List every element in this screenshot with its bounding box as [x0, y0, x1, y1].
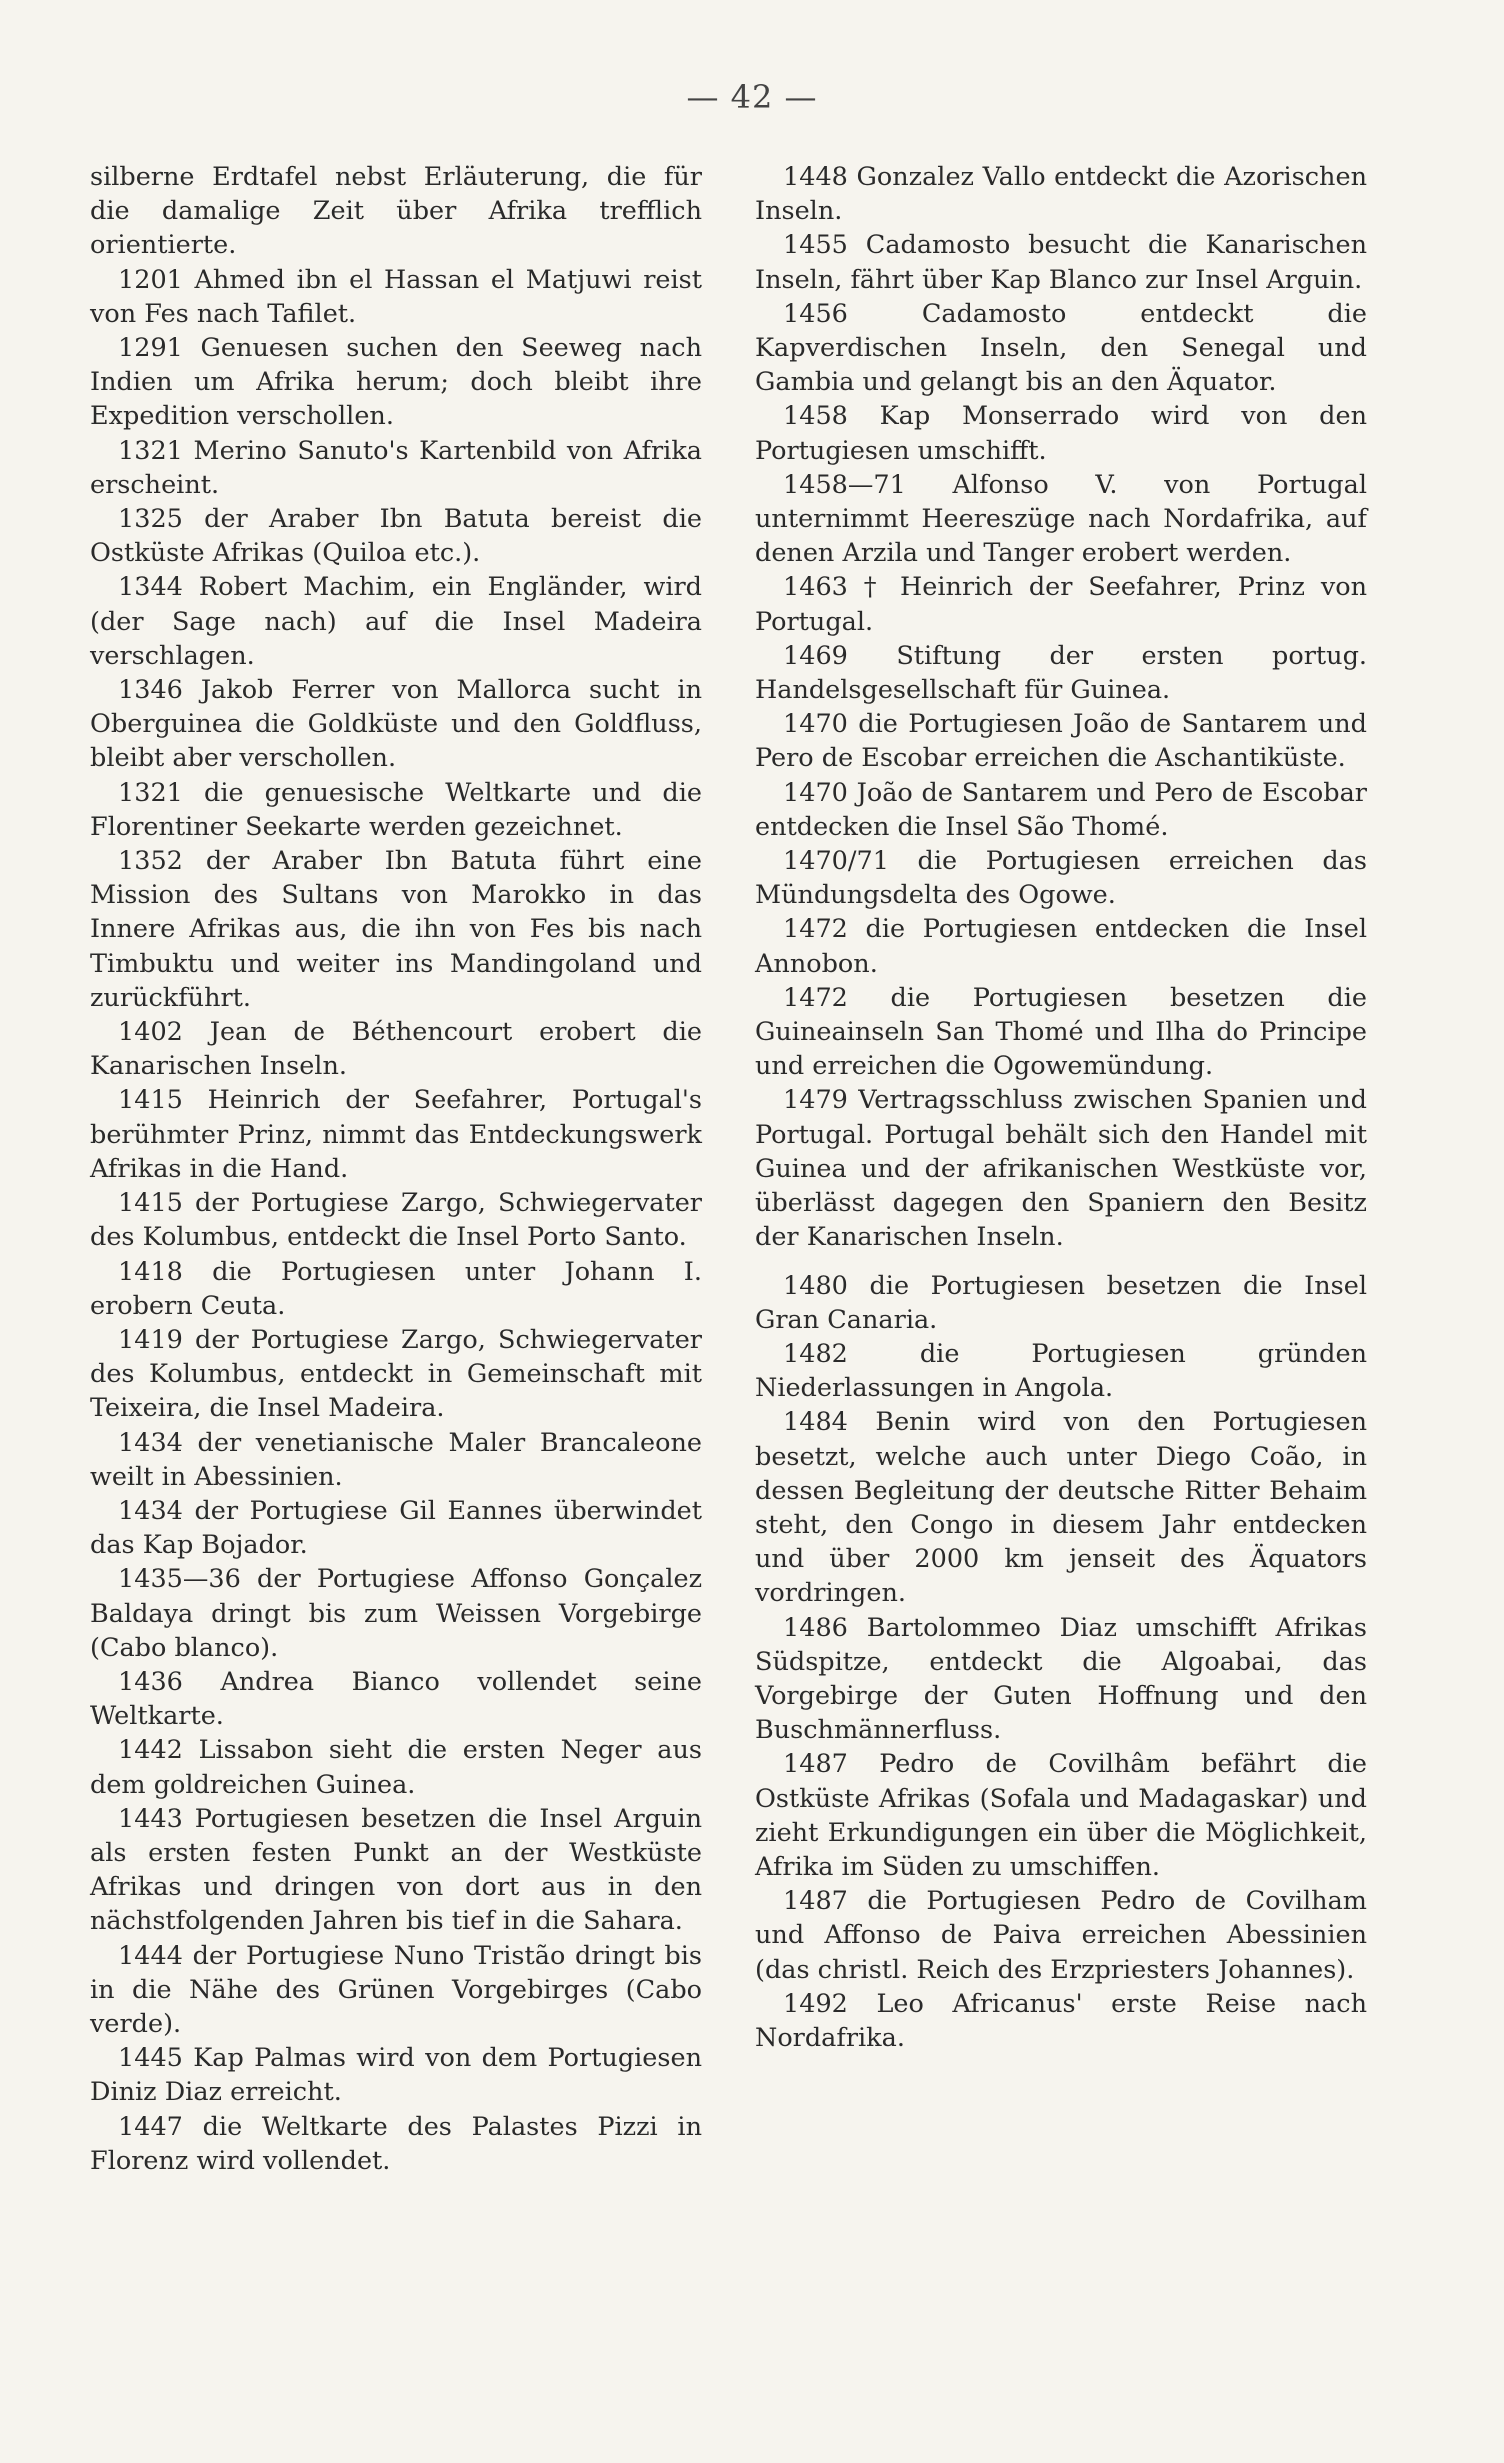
chronology-entry: 1472 die Portugiesen besetzen die Guineainseln San Thomé und Ilha do Principe und erreichen die Ogowemündung. — [755, 982, 1367, 1082]
chronology-entry: 1487 die Portugiesen Pedro de Covilham und Affonso de Paiva erreichen Abessinien (das christl. Reich des Erzpriesters Johannes). — [755, 1886, 1367, 1985]
chronology-entry: 1470/71 die Portugiesen erreichen das Mündungsdelta des Ogowe. — [755, 846, 1367, 911]
chronology-entry: 1455 Cadamosto besucht die Kanarischen Inseln, fährt über Kap Blanco zur Insel Arguin. — [755, 230, 1367, 295]
chronology-entry: 1456 Cadamosto entdeckt die Kapverdischen Inseln, den Senegal und Gambia und gelangt bis an den Äquator. — [755, 298, 1367, 398]
chronology-entry: 1492 Leo Africanus' erste Reise nach Nordafrika. — [755, 1988, 1367, 2053]
chronology-entry: 1325 der Araber Ibn Batuta bereist die Ostküste Afrikas (Quiloa etc.). — [90, 504, 702, 569]
chronology-entry: 1434 der venetianische Maler Brancaleone weilt in Abessinien. — [90, 1427, 702, 1492]
left-column — [90, 160, 702, 2178]
chronology-entry: 1447 die Weltkarte des Palastes Pizzi in Florenz wird vollendet. — [90, 2111, 702, 2176]
chronology-entry: 1346 Jakob Ferrer von Mallorca sucht in Oberguinea die Goldküste und den Goldfluss, bleibt aber verschollen. — [90, 675, 702, 774]
chronology-entry: 1482 die Portugiesen gründen Niederlassungen in Angola. — [755, 1338, 1367, 1404]
chronology-entry: 1291 Genuesen suchen den Seeweg nach Indien um Afrika herum; doch bleibt ihre Expedition verschollen. — [90, 333, 702, 432]
chronology-entry: 1443 Portugiesen besetzen die Insel Arguin als ersten festen Punkt an der Westküste Afrikas und dringen von dort aus in den nächstfolgenden Jahren bis tief in die Sahara. — [90, 1803, 702, 1937]
chronology-entry: 1458—71 Alfonso V. von Portugal unternimmt Heereszüge nach Nordafrika, auf denen Arzila und Tanger erobert werden. — [755, 469, 1367, 569]
chronology-entry: 1445 Kap Palmas wird von dem Portugiesen Diniz Diaz erreicht. — [90, 2043, 702, 2108]
chronology-entry: 1352 der Araber Ibn Batuta führt eine Mission des Sultans von Marokko in das Innere Afrikas aus, die ihn von Fes bis nach Timbuktu und weiter ins Mandingoland und zurückführt. — [90, 846, 702, 1013]
chronology-entry: 1458 Kap Monserrado wird von den Portugiesen umschifft. — [755, 401, 1367, 466]
chronology-entry: 1344 Robert Machim, ein Engländer, wird (der Sage nach) auf die Insel Madeira verschlagen. — [90, 572, 702, 671]
chronology-entry: 1419 der Portugiese Zargo, Schwiegervater des Kolumbus, entdeckt in Gemeinschaft mit Teixeira, die Insel Madeira. — [90, 1324, 702, 1424]
chronology-entry: 1487 Pedro de Covilhâm befährt die Ostküste Afrikas (Sofala und Madagaskar) und zieht Erkundigungen ein über die Möglichkeit, Afrika im Süden zu umschiffen. — [755, 1749, 1367, 1882]
chronology-entry: 1415 der Portugiese Zargo, Schwiegervater des Kolumbus, entdeckt die Insel Porto Santo. — [90, 1188, 702, 1253]
chronology-entry: 1469 Stiftung der ersten portug. Handelsgesellschaft für Guinea. — [755, 640, 1367, 706]
chronology-entry: 1436 Andrea Bianco vollendet seine Weltkarte. — [90, 1666, 702, 1732]
chronology-entry: 1484 Benin wird von den Portugiesen besetzt, welche auch unter Diego Coão, in dessen Begleitung der deutsche Ritter Behaim steht, den Congo in diesem Jahr entdecken und über 2000 km jenseit des Äquators vordringen. — [755, 1407, 1367, 1609]
right-column — [755, 160, 1367, 2055]
chronology-entry: 1434 der Portugiese Gil Eannes überwindet das Kap Bojador. — [90, 1495, 702, 1561]
chronology-entry: 1435—36 der Portugiese Affonso Gonçalez Baldaya dringt bis zum Weissen Vorgebirge (Cabo blanco). — [90, 1564, 702, 1663]
chronology-entry: 1470 João de Santarem und Pero de Escobar entdecken die Insel São Thomé. — [755, 777, 1367, 842]
chronology-entry: 1470 die Portugiesen João de Santarem und Pero de Escobar erreichen die Aschantiküste. — [755, 709, 1367, 774]
chronology-entry: 1479 Vertragsschluss zwischen Spanien und Portugal. Portugal behält sich den Handel mit Guinea und der afrikanischen Westküste vor, überlässt dagegen den Spaniern den Besitz der Kanarischen Inseln. — [755, 1085, 1367, 1253]
chronology-entry: 1321 Merino Sanuto's Kartenbild von Afrika erscheint. — [90, 435, 702, 500]
chronology-entry: 1321 die genuesische Weltkarte und die Florentiner Seekarte werden gezeichnet. — [90, 777, 702, 842]
chronology-entry: 1402 Jean de Béthencourt erobert die Kanarischen Inseln. — [90, 1017, 702, 1082]
chronology-entry: 1448 Gonzalez Vallo entdeckt die Azorischen Inseln. — [755, 162, 1367, 227]
chronology-entry: 1463 † Heinrich der Seefahrer, Prinz von Portugal. — [755, 572, 1367, 637]
chronology-entry: 1418 die Portugiesen unter Johann I. erobern Ceuta. — [90, 1256, 702, 1321]
chronology-entry: 1472 die Portugiesen entdecken die Insel Annobon. — [755, 914, 1367, 979]
chronology-entry: 1442 Lissabon sieht die ersten Neger aus dem goldreichen Guinea. — [90, 1735, 702, 1800]
page-number: — 42 — — [686, 78, 818, 116]
chronology-entry: silberne Erdtafel nebst Erläuterung, die für die damalige Zeit über Afrika trefflich orientierte. — [90, 162, 702, 261]
chronology-entry: 1486 Bartolommeo Diaz umschifft Afrikas Südspitze, entdeckt die Algoabai, das Vorgebirge der Guten Hoffnung und den Buschmännerfluss. — [755, 1612, 1367, 1746]
chronology-entry: 1480 die Portugiesen besetzen die Insel Gran Canaria. — [755, 1270, 1367, 1335]
chronology-entry: 1415 Heinrich der Seefahrer, Portugal's berühmter Prinz, nimmt das Entdeckungswerk Afrikas in die Hand. — [90, 1085, 702, 1184]
chronology-entry: 1201 Ahmed ibn el Hassan el Matjuwi reist von Fes nach Tafilet. — [90, 264, 702, 329]
chronology-entry: 1444 der Portugiese Nuno Tristão dringt bis in die Nähe des Grünen Vorgebirges (Cabo verde). — [90, 1940, 702, 2039]
